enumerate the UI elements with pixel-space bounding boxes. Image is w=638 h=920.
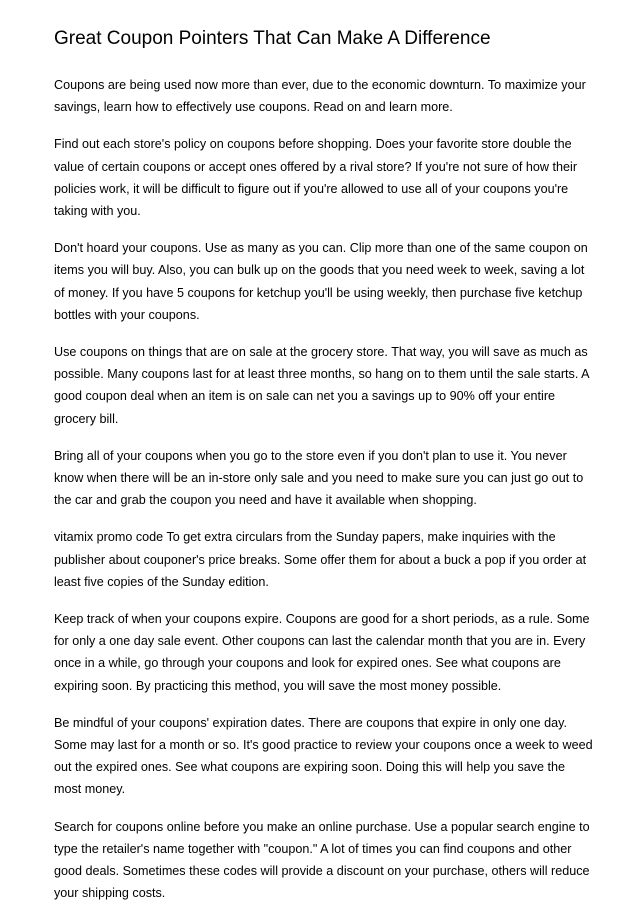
paragraph-extra-circulars: vitamix promo code To get extra circulars from the Sunday papers, make inquiries with the publisher about couponer's price breaks. Some offer them for about a buck a pop if you order at least five copies of the Sunday edition. bbox=[54, 530, 587, 589]
paragraph-bring-coupons: Bring all of your coupons when you go to the store even if you don't plan to use it. You never know when there will be an in-store only sale and you need to make sure you can just go out to the car and grab the coupon you need and have it available when shopping. bbox=[54, 448, 584, 508]
paragraph-track-expiry: Keep track of when your coupons expire. Coupons are good for a short periods, as a rule. Some for only a one day sale event. Other coupons can last the calendar month that you are in. Every once in a while, go through your coupons and look for expired ones. See what coupons are expiring soon. By practicing this method, you will save the most money possible. bbox=[54, 612, 590, 693]
paragraph-intro: Coupons are being used now more than ever, due to the economic downturn. To maximize your savings, learn how to effectively use coupons. Read on and learn more. bbox=[54, 78, 586, 115]
paragraph-store-policy: Find out each store's policy on coupons before shopping. Does your favorite store double the value of certain coupons or accept ones offered by a rival store? If you're not sure of how their policies work, it will be difficult to figure out if you're allowed to use all of your coupons you're taking with you. bbox=[54, 137, 578, 219]
paragraph-sale-items: Use coupons on things that are on sale at the grocery store. That way, you will save as much as possible. Many coupons last for at least three months, so hang on to them until the sale starts. A good coupon deal when an item is on sale can net you a savings up to 90% off your entire grocery bill. bbox=[54, 345, 589, 426]
document-page bbox=[54, 26, 594, 920]
paragraph-dont-hoard: Don't hoard your coupons. Use as many as you can. Clip more than one of the same coupon on items you will buy. Also, you can bulk up on the goods that you need week to week, saving a lot of money. If you have 5 coupons for ketchup you'll be using weekly, then purchase five ketchup bottles with your coupons. bbox=[54, 241, 588, 322]
paragraph-online-search: Search for coupons online before you make an online purchase. Use a popular search engine to type the retailer's name together with "coupon." A lot of times you can find coupons and other good deals. Sometimes these codes will provide a discount on your purchase, others will reduce your shipping costs. bbox=[54, 819, 590, 901]
document-title: Great Coupon Pointers That Can Make A Difference bbox=[54, 28, 491, 49]
paragraph-expiration-dates: Be mindful of your coupons' expiration dates. There are coupons that expire in only one day. Some may last for a month or so. It's good practice to review your coupons once a week to weed out the expired ones. See what coupons are expiring soon. Doing this will help you save the most money. bbox=[54, 715, 593, 797]
